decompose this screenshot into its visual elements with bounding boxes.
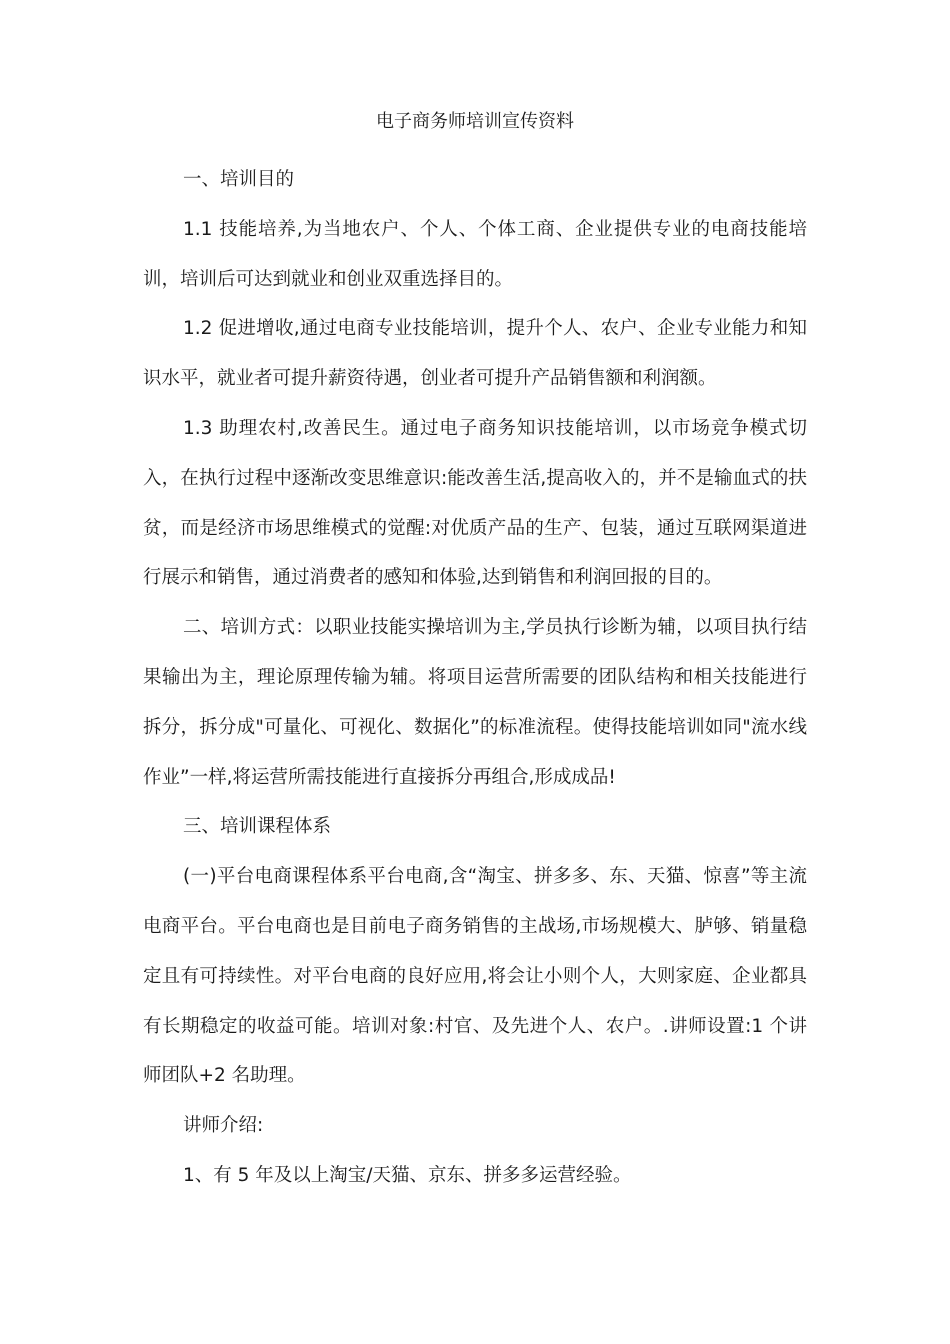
- paragraph-platform-ecommerce: (一)平台电商课程体系平台电商,含“淘宝、拼多多、东、天猫、惊喜”等主流电商平台。平台电商也是目前电子商务销售的主战场,市场规模大、胪够、销量稳定且有可持续性。对平台电商的良好应用,将会让小则个人，大则家庭、企业都具有长期稳定的收益可能。培训对象:村官、及先进个人、农户。.讲师设置:1 个讲师团队+2 名助理。: [143, 866, 807, 1087]
- paragraph-training-method: 二、培训方式：以职业技能实操培训为主,学员执行诊断为辅，以项目执行结果输出为主，理论原理传输为辅。将项目运营所需要的团队结构和相关技能进行拆分，拆分成"可量化、可视化、数据化”的标准流程。使得技能培训如同"流水线作业”一样,将运营所需技能进行直接拆分再组合,形成成品!: [143, 617, 807, 788]
- paragraph-instructor-item-1: 1、有 5 年及以上淘宝/天猫、京东、拼多多运营经验。: [183, 1164, 632, 1186]
- heading-course-system: 三、培训课程体系: [183, 816, 332, 838]
- heading-training-purpose: 一、培训目的: [183, 169, 295, 190]
- paragraph-1-3: 1.3 助理农村,改善民生。通过电子商务知识技能培训，以市场竞争模式切入，在执行过程中逐渐改变思维意识:能改善生活,提高收入的，并不是输血式的扶贫，而是经济市场思维模式的觉醒:对优质产品的生产、包装，通过互联网渠道进行展示和销售，通过消费者的感知和体验,达到销售和利润回报的目的。: [143, 417, 807, 589]
- document-title: 电子商务师培训宣传资料: [376, 111, 574, 132]
- paragraph-1-1: 1.1 技能培养,为当地农户、个人、个体工商、企业提供专业的电商技能培训，培训后可达到就业和创业双重选择目的。: [143, 218, 807, 290]
- paragraph-1-2: 1.2 促进增收,通过电商专业技能培训，提升个人、农户、企业专业能力和知识水平，就业者可提升薪资待遇，创业者可提升产品销售额和利润额。: [143, 318, 807, 390]
- heading-instructor-intro: 讲师介绍:: [183, 1115, 264, 1137]
- document-body: [143, 155, 807, 1201]
